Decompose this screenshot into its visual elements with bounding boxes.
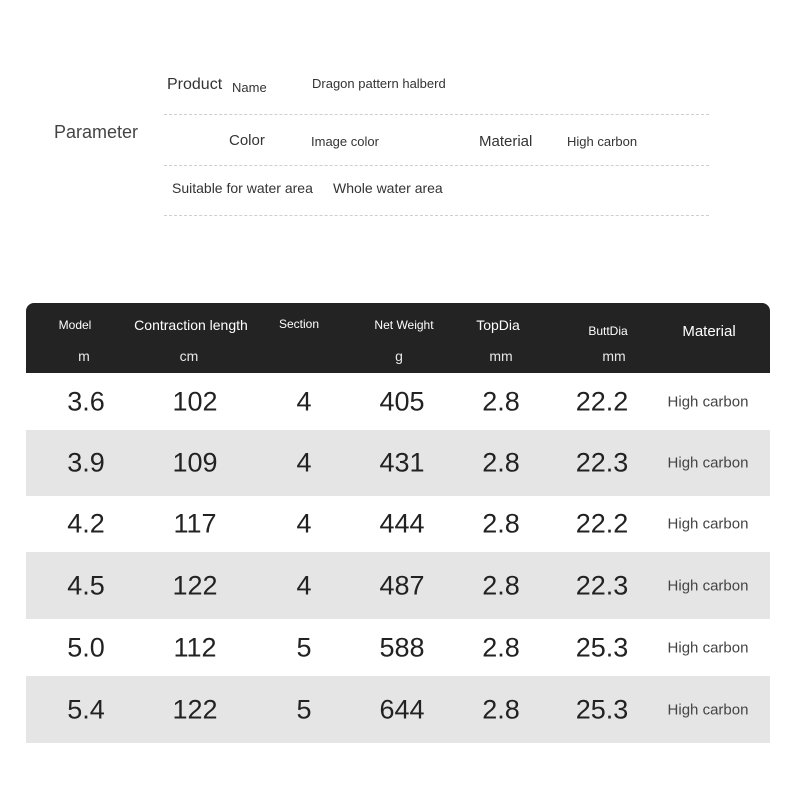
- suitable-value: Whole water area: [333, 180, 443, 196]
- cell-topdia: 2.8: [482, 694, 520, 724]
- cell-buttdia: 25.3: [575, 694, 629, 724]
- table-row: [26, 373, 770, 430]
- cell-topdia: 2.8: [482, 508, 520, 539]
- cell-contraction-length: 109: [172, 447, 218, 478]
- header-net-weight-unit: g: [395, 348, 403, 364]
- name-label: Name: [232, 80, 267, 95]
- cell-net-weight: 644: [379, 694, 425, 724]
- divider-line: [164, 114, 709, 115]
- cell-model: 5.4: [67, 694, 105, 724]
- cell-material: High carbon: [667, 701, 749, 718]
- header-topdia-unit: mm: [489, 348, 513, 364]
- cell-contraction-length: 102: [172, 386, 218, 416]
- cell-material: High carbon: [667, 639, 749, 656]
- suitable-label: Suitable for water area: [172, 180, 313, 196]
- cell-net-weight: 431: [379, 447, 425, 478]
- divider-line: [164, 215, 709, 216]
- cell-buttdia: 22.3: [575, 447, 629, 478]
- cell-material: High carbon: [667, 577, 749, 594]
- cell-model: 4.2: [67, 508, 105, 539]
- cell-material: High carbon: [667, 393, 749, 410]
- header-net-weight: Net Weight: [374, 318, 434, 332]
- cell-section: 4: [296, 570, 312, 600]
- cell-net-weight: 487: [379, 570, 425, 600]
- cell-section: 5: [296, 632, 312, 662]
- cell-topdia: 2.8: [482, 570, 520, 600]
- parameter-title: Parameter: [54, 122, 139, 142]
- cell-net-weight: 405: [379, 386, 425, 416]
- color-label: Color: [229, 132, 265, 149]
- cell-section: 4: [296, 508, 312, 539]
- color-value: Image color: [311, 134, 379, 149]
- spec-table: [26, 303, 770, 743]
- header-buttdia: ButtDia: [588, 324, 628, 338]
- table-row: [26, 496, 770, 552]
- material-value: High carbon: [567, 134, 638, 149]
- cell-buttdia: 22.2: [575, 508, 629, 539]
- cell-net-weight: 444: [379, 508, 425, 539]
- table-row: [26, 430, 770, 496]
- table-row: [26, 676, 770, 743]
- header-model: Model: [58, 318, 92, 332]
- cell-model: 3.9: [67, 447, 105, 478]
- cell-section: 5: [296, 694, 312, 724]
- header-model-unit: m: [78, 348, 90, 364]
- cell-section: 4: [296, 447, 312, 478]
- cell-contraction-length: 112: [173, 632, 217, 662]
- header-buttdia-unit: mm: [602, 348, 626, 364]
- cell-section: 4: [296, 386, 312, 416]
- header-topdia: TopDia: [476, 317, 520, 333]
- divider-line: [164, 165, 709, 166]
- cell-topdia: 2.8: [482, 386, 520, 416]
- header-contraction-length: Contraction length: [134, 317, 248, 333]
- header-material: Material: [682, 323, 736, 340]
- cell-material: High carbon: [667, 454, 749, 472]
- cell-topdia: 2.8: [482, 447, 520, 478]
- cell-model: 3.6: [67, 386, 105, 416]
- cell-contraction-length: 122: [172, 694, 218, 724]
- cell-contraction-length: 117: [173, 508, 217, 539]
- cell-topdia: 2.8: [482, 632, 520, 662]
- cell-buttdia: 25.3: [575, 632, 629, 662]
- cell-net-weight: 588: [379, 632, 425, 662]
- header-contraction-unit: cm: [179, 348, 199, 364]
- product-label: Product: [167, 76, 223, 93]
- table-row: [26, 552, 770, 619]
- cell-material: High carbon: [667, 515, 749, 533]
- cell-buttdia: 22.3: [575, 570, 629, 600]
- cell-model: 5.0: [67, 632, 105, 662]
- cell-model: 4.5: [67, 570, 105, 600]
- product-name-value: Dragon pattern halberd: [312, 76, 446, 91]
- cell-buttdia: 22.2: [575, 386, 629, 416]
- table-header: [26, 303, 770, 373]
- cell-contraction-length: 122: [172, 570, 218, 600]
- material-label: Material: [479, 133, 533, 150]
- table-row: [26, 619, 770, 676]
- header-section: Section: [278, 317, 320, 331]
